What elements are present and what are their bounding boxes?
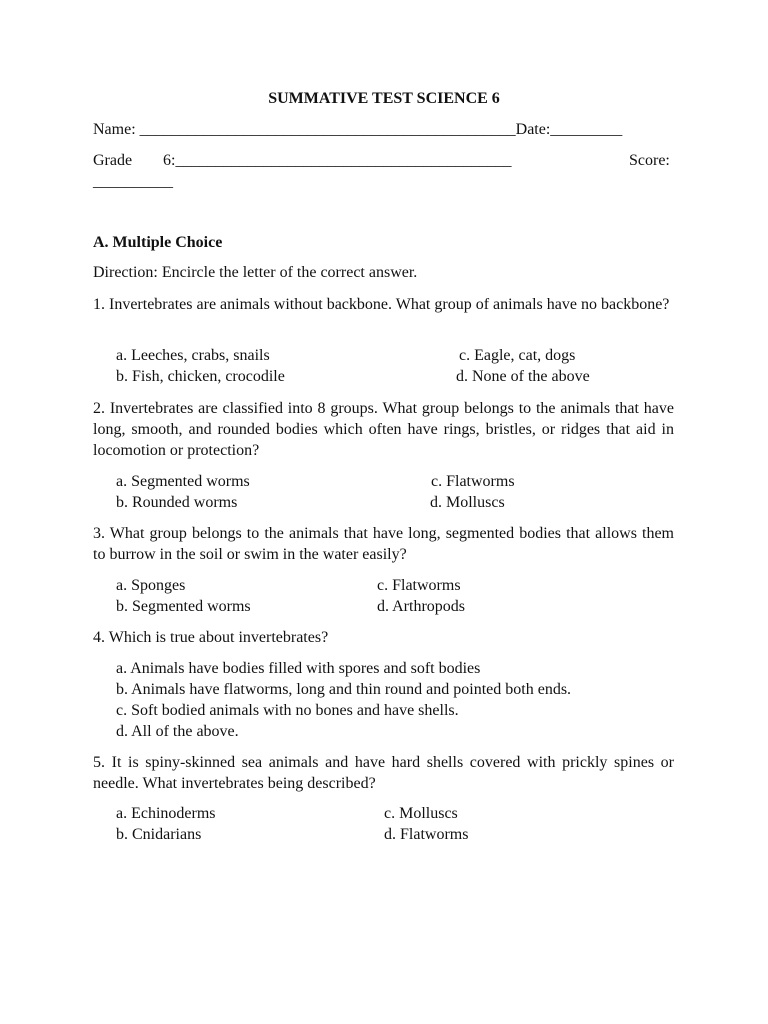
- q5-option-a: a. Echinoderms: [116, 805, 216, 822]
- q2-option-d: d. Molluscs: [430, 494, 505, 511]
- q1-option-a: a. Leeches, crabs, snails: [116, 347, 270, 364]
- q4-option-d: d. All of the above.: [116, 723, 239, 740]
- q3-option-d: d. Arthropods: [377, 598, 465, 615]
- grade-line: 6:__________________________________________: [163, 152, 512, 169]
- q3-option-a: a. Sponges: [116, 577, 186, 594]
- q5-option-b: b. Cnidarians: [116, 826, 202, 843]
- q1-option-b: b. Fish, chicken, crocodile: [116, 368, 285, 385]
- q2-option-c: c. Flatworms: [431, 473, 515, 490]
- q4-option-b: b. Animals have flatworms, long and thin round and pointed both ends.: [116, 681, 572, 698]
- score-line: __________: [93, 173, 173, 190]
- question-3-text: 3. What group belongs to the animals that have long, segmented bodies that allows them to burrow in the soil or swim in the water easily?: [93, 525, 674, 563]
- q5-option-c: c. Molluscs: [384, 805, 458, 822]
- section-heading: A. Multiple Choice: [93, 234, 223, 251]
- question-1-text: 1. Invertebrates are animals without backbone. What group of animals have no backbone?: [93, 296, 670, 313]
- q2-option-b: b. Rounded worms: [116, 494, 238, 511]
- q4-option-c: c. Soft bodied animals with no bones and have shells.: [116, 702, 459, 719]
- q2-option-a: a. Segmented worms: [116, 473, 250, 490]
- name-date-line: Name: _______________________________________________Date:_________: [93, 121, 623, 138]
- question-2-text: 2. Invertebrates are classified into 8 groups. What group belongs to the animals that have long, smooth, and rounded bodies which often have rings, bristles, or ridges that aid in locomotion or protection?: [93, 400, 674, 459]
- q1-option-c: c. Eagle, cat, dogs: [459, 347, 576, 364]
- q1-option-d: d. None of the above: [456, 368, 590, 385]
- q5-option-d: d. Flatworms: [384, 826, 469, 843]
- score-label: Score:: [629, 152, 670, 169]
- question-4-text: 4. Which is true about invertebrates?: [93, 629, 329, 646]
- q3-option-b: b. Segmented worms: [116, 598, 251, 615]
- grade-label: Grade: [93, 152, 133, 169]
- q3-option-c: c. Flatworms: [377, 577, 461, 594]
- page-title: SUMMATIVE TEST SCIENCE 6: [268, 90, 500, 107]
- direction-text: Direction: Encircle the letter of the correct answer.: [93, 264, 418, 281]
- question-5-text: 5. It is spiny-skinned sea animals and have hard shells covered with prickly spines or needle. What invertebrates being described?: [93, 754, 674, 792]
- q4-option-a: a. Animals have bodies filled with spores and soft bodies: [116, 660, 481, 677]
